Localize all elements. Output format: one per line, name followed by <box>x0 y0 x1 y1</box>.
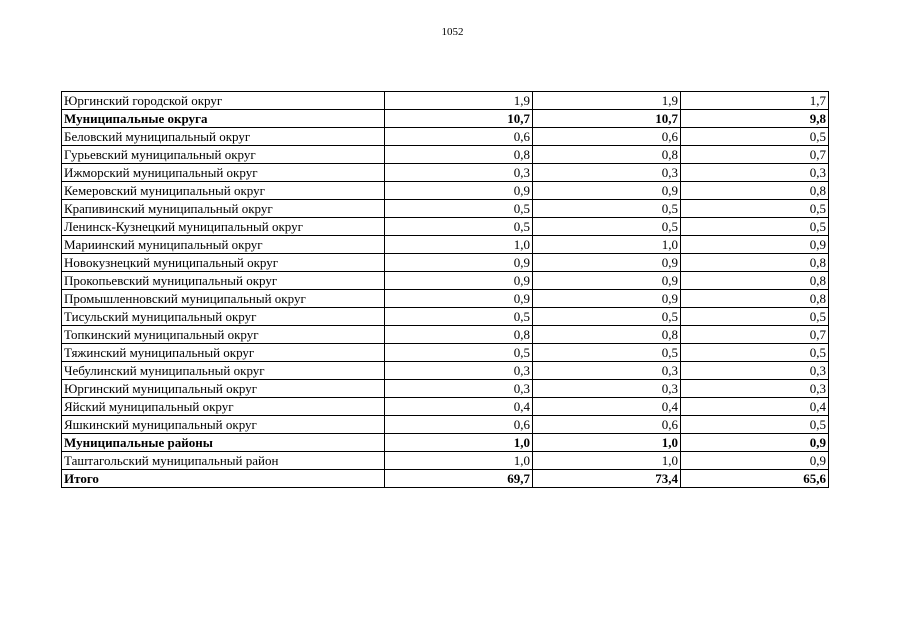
row-value-3-cell: 0,8 <box>681 254 829 272</box>
table-row <box>62 128 829 146</box>
row-value-2-cell: 1,0 <box>533 434 681 452</box>
row-value-3-cell: 0,5 <box>681 416 829 434</box>
row-value-3-cell: 0,5 <box>681 200 829 218</box>
row-value-2-cell: 0,3 <box>533 380 681 398</box>
row-value-1-cell: 0,5 <box>385 218 533 236</box>
row-value-3-cell: 0,5 <box>681 308 829 326</box>
row-value-3-cell: 0,3 <box>681 164 829 182</box>
row-value-2-cell: 0,6 <box>533 128 681 146</box>
row-value-2-cell: 0,3 <box>533 164 681 182</box>
row-value-3-cell: 1,7 <box>681 92 829 110</box>
row-name-cell: Промышленновский муниципальный округ <box>62 290 385 308</box>
row-value-2-cell: 0,9 <box>533 272 681 290</box>
row-value-3-cell: 0,9 <box>681 434 829 452</box>
table-row <box>62 110 829 128</box>
row-name-cell: Гурьевский муниципальный округ <box>62 146 385 164</box>
table-row <box>62 92 829 110</box>
row-value-1-cell: 0,5 <box>385 344 533 362</box>
row-name-cell: Тисульский муниципальный округ <box>62 308 385 326</box>
row-value-2-cell: 0,5 <box>533 200 681 218</box>
row-value-1-cell: 0,8 <box>385 326 533 344</box>
row-name-cell: Мариинский муниципальный округ <box>62 236 385 254</box>
row-value-3-cell: 0,3 <box>681 362 829 380</box>
row-value-3-cell: 0,5 <box>681 218 829 236</box>
row-value-2-cell: 0,9 <box>533 290 681 308</box>
page-number: 1052 <box>441 26 464 38</box>
row-name-cell: Кемеровский муниципальный округ <box>62 182 385 200</box>
row-name-cell: Прокопьевский муниципальный округ <box>62 272 385 290</box>
row-value-2-cell: 0,5 <box>533 218 681 236</box>
row-value-3-cell: 0,5 <box>681 344 829 362</box>
row-value-1-cell: 1,9 <box>385 92 533 110</box>
row-value-3-cell: 0,8 <box>681 290 829 308</box>
row-name-cell: Юргинский городской округ <box>62 92 385 110</box>
row-value-2-cell: 0,9 <box>533 182 681 200</box>
row-value-1-cell: 0,9 <box>385 290 533 308</box>
row-value-2-cell: 0,8 <box>533 326 681 344</box>
table-row <box>62 434 829 452</box>
table-row <box>62 218 829 236</box>
row-name-cell: Ленинск-Кузнецкий муниципальный округ <box>62 218 385 236</box>
table-body <box>62 92 829 488</box>
row-value-1-cell: 0,3 <box>385 362 533 380</box>
table-row <box>62 308 829 326</box>
row-value-2-cell: 0,4 <box>533 398 681 416</box>
row-value-1-cell: 0,9 <box>385 272 533 290</box>
table-row <box>62 182 829 200</box>
table-row <box>62 272 829 290</box>
row-value-1-cell: 0,4 <box>385 398 533 416</box>
table-row <box>62 380 829 398</box>
row-value-3-cell: 0,8 <box>681 272 829 290</box>
table-row <box>62 200 829 218</box>
table-row <box>62 344 829 362</box>
row-name-cell: Ижморский муниципальный округ <box>62 164 385 182</box>
row-value-2-cell: 0,9 <box>533 254 681 272</box>
row-value-3-cell: 0,9 <box>681 452 829 470</box>
row-name-cell: Муниципальные округа <box>62 110 385 128</box>
row-value-2-cell: 0,8 <box>533 146 681 164</box>
row-value-1-cell: 0,9 <box>385 182 533 200</box>
row-value-3-cell: 65,6 <box>681 470 829 488</box>
row-value-3-cell: 0,4 <box>681 398 829 416</box>
table-row <box>62 290 829 308</box>
row-name-cell: Таштагольский муниципальный район <box>62 452 385 470</box>
table-row <box>62 146 829 164</box>
row-value-1-cell: 1,0 <box>385 452 533 470</box>
row-value-1-cell: 1,0 <box>385 236 533 254</box>
row-value-2-cell: 1,9 <box>533 92 681 110</box>
row-value-2-cell: 0,3 <box>533 362 681 380</box>
row-value-2-cell: 73,4 <box>533 470 681 488</box>
row-value-1-cell: 0,3 <box>385 164 533 182</box>
row-value-1-cell: 0,6 <box>385 416 533 434</box>
row-value-2-cell: 0,6 <box>533 416 681 434</box>
row-value-2-cell: 1,0 <box>533 452 681 470</box>
row-value-3-cell: 0,8 <box>681 182 829 200</box>
table-row <box>62 416 829 434</box>
row-value-3-cell: 0,3 <box>681 380 829 398</box>
row-value-1-cell: 1,0 <box>385 434 533 452</box>
row-value-3-cell: 0,5 <box>681 128 829 146</box>
row-value-2-cell: 0,5 <box>533 308 681 326</box>
row-value-1-cell: 69,7 <box>385 470 533 488</box>
row-name-cell: Итого <box>62 470 385 488</box>
row-value-3-cell: 0,9 <box>681 236 829 254</box>
table-row <box>62 164 829 182</box>
row-name-cell: Беловский муниципальный округ <box>62 128 385 146</box>
table-row <box>62 398 829 416</box>
table-row <box>62 326 829 344</box>
row-value-1-cell: 0,6 <box>385 128 533 146</box>
row-value-2-cell: 1,0 <box>533 236 681 254</box>
table-row <box>62 362 829 380</box>
row-value-3-cell: 0,7 <box>681 326 829 344</box>
row-value-1-cell: 0,8 <box>385 146 533 164</box>
row-name-cell: Новокузнецкий муниципальный округ <box>62 254 385 272</box>
row-name-cell: Тяжинский муниципальный округ <box>62 344 385 362</box>
row-name-cell: Крапивинский муниципальный округ <box>62 200 385 218</box>
row-value-2-cell: 0,5 <box>533 344 681 362</box>
row-value-2-cell: 10,7 <box>533 110 681 128</box>
row-value-1-cell: 0,5 <box>385 308 533 326</box>
row-value-3-cell: 9,8 <box>681 110 829 128</box>
row-value-1-cell: 0,9 <box>385 254 533 272</box>
data-table <box>61 91 829 488</box>
row-name-cell: Топкинский муниципальный округ <box>62 326 385 344</box>
row-name-cell: Яйский муниципальный округ <box>62 398 385 416</box>
row-name-cell: Муниципальные районы <box>62 434 385 452</box>
row-value-1-cell: 10,7 <box>385 110 533 128</box>
table-row <box>62 452 829 470</box>
row-value-3-cell: 0,7 <box>681 146 829 164</box>
row-value-1-cell: 0,3 <box>385 380 533 398</box>
row-name-cell: Чебулинский муниципальный округ <box>62 362 385 380</box>
row-value-1-cell: 0,5 <box>385 200 533 218</box>
row-name-cell: Яшкинский муниципальный округ <box>62 416 385 434</box>
table-row <box>62 470 829 488</box>
row-name-cell: Юргинский муниципальный округ <box>62 380 385 398</box>
table-row <box>62 254 829 272</box>
table-row <box>62 236 829 254</box>
